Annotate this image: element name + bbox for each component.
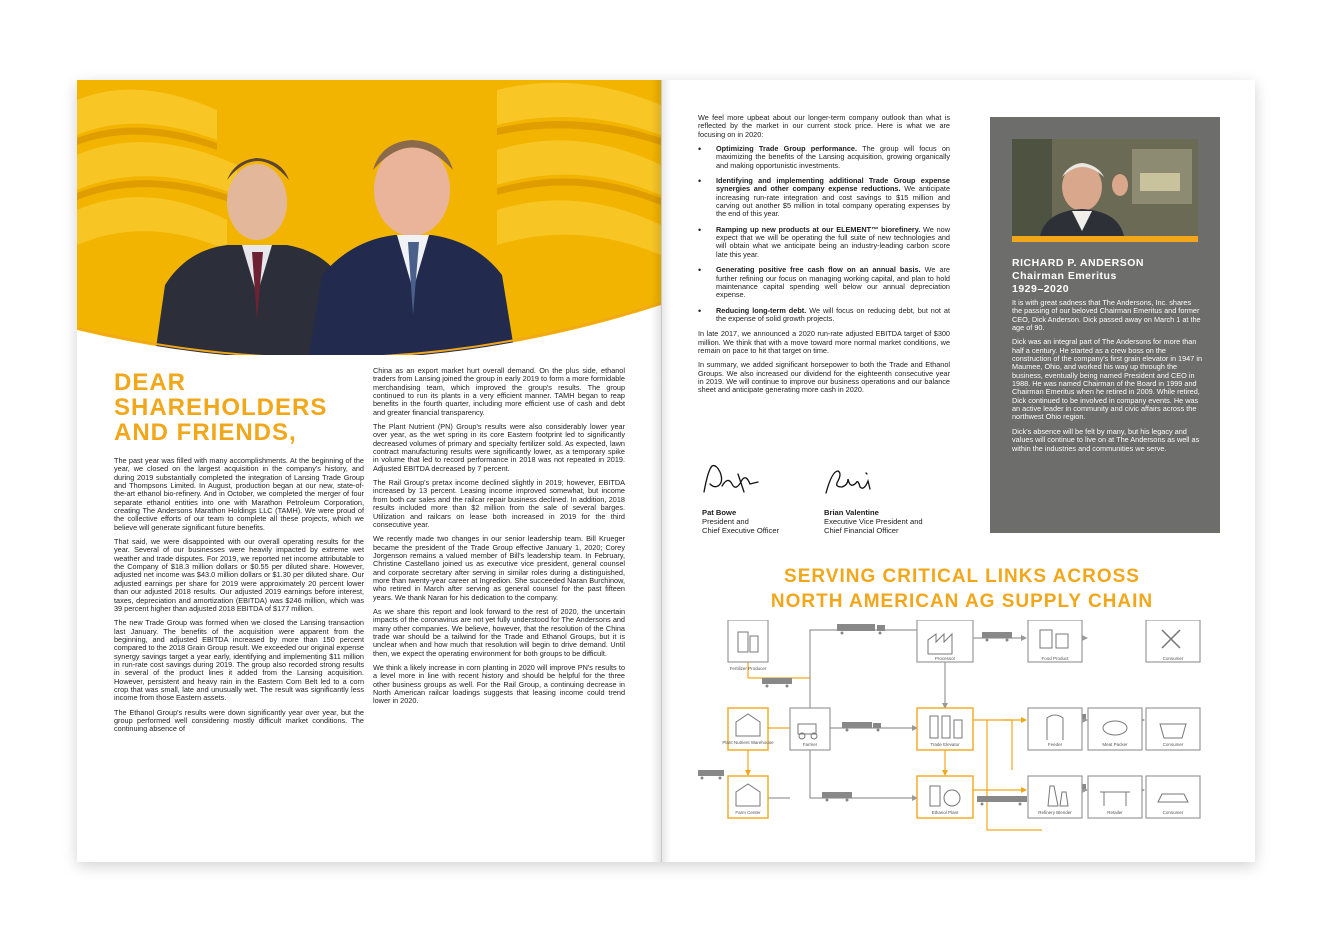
headline-line: AND FRIENDS, — [114, 419, 297, 446]
node-label: Feeder — [1047, 742, 1063, 747]
node-label: Farmer — [802, 742, 818, 747]
title-line: SERVING CRITICAL LINKS ACROSS — [784, 566, 1140, 587]
node-farm-center — [728, 776, 768, 818]
node-label: Retailer — [1107, 810, 1123, 815]
node-label: Fertilizer Producer — [729, 666, 767, 671]
paragraph: The Rail Group's pretax income declined slightly in 2019; however, EBITDA increased by 13 percent. Leasing income improved somewhat, but income from both car sales and the railcar repair business declined. In addition, 2018 results included more than $2 million from the sale of several barges. Utilization and railcars on lease both increased in 2019 for the third consecutive year. — [373, 478, 625, 529]
paragraph: Dick was an integral part of The Andersons for more than half a century. He started as a crew boss on the construction of the company's first grain elevator in 1947 in Maumee, Ohio, and worked his way up through the business, eventually being named President and CEO in 1988. He was named Chairman of the Board in 1999 and Chairman Emeritus when he retired in 2009. While retired, Dick continued to be involved in company events. He was an active leader in community and civic affairs across the northwest Ohio region. — [1012, 337, 1202, 422]
signer-2 — [824, 508, 923, 535]
paragraph: We recently made two changes in our senior leadership team. Bill Krueger became the president of the Trade Group effective January 1, 2020; Corey Jorgenson remains a valued member of Bill's leadership team. In February, Christine Castellano joined us as executive vice president, general counsel and corporate secretary after serving in similar roles during a distinguished, more than twenty-year career at Ingredion. She succeeded Naran Burchinow, who retired in March after serving as general counsel for the past fifteen years. We thank Naran for his dedication to the company. — [373, 534, 625, 602]
memorial-title — [1012, 257, 1144, 296]
node-label: Farm Center — [735, 810, 761, 815]
node-label: Consumer — [1162, 742, 1184, 747]
node-label: Processor — [934, 656, 956, 661]
signer-title: Chief Executive Officer — [702, 526, 780, 535]
node-refinery-blender — [1028, 776, 1082, 818]
node-label: Meat Packer — [1102, 742, 1128, 747]
node-label: Refinery Blender — [1038, 810, 1072, 815]
node-feeder — [1028, 708, 1082, 750]
focus-item: • Identifying and implementing additional Trade Group expense synergies and other company expense reductions. We anticipate increasing run-rate integration and cost savings to $15 million and carving out another $5 million in total company operating expenses by the end of this year. — [698, 177, 950, 219]
supply-chain-diagram — [692, 620, 1222, 845]
node-processor — [917, 620, 973, 662]
headline-line: SHAREHOLDERS — [114, 394, 328, 421]
node-consumer-1 — [1146, 620, 1200, 662]
node-retailer — [1088, 776, 1142, 818]
hero-photo — [77, 80, 661, 355]
node-label: Trade Elevator — [930, 742, 960, 747]
node-label: Plant Nutrient Warehouse — [722, 740, 774, 745]
letter-column-2 — [373, 367, 625, 712]
letter-column-3 — [698, 114, 950, 401]
node-label: Consumer — [1162, 810, 1184, 815]
paragraph: Dick's absence will be felt by many, but his legacy and values will continue to live on at The Andersons as well as within the industries and communities we serve. — [1012, 426, 1200, 453]
memorial-panel — [990, 117, 1220, 533]
focus-item: • Reducing long-term debt. We will focus on reducing debt, but not at the expense of solid growth projects. — [698, 307, 950, 324]
node-ethanol-plant — [917, 776, 973, 818]
annual-report-spread — [77, 80, 1255, 862]
node-food-product — [1028, 620, 1082, 662]
paragraph: The Ethanol Group's results were down significantly year over year, but the group performed well considering mostly difficult market conditions. The continuing absence of — [114, 707, 364, 734]
signer-title: President and — [702, 517, 749, 526]
node-plant-nutrient — [722, 708, 774, 750]
node-label: Ethanol Plant — [931, 810, 959, 815]
memorial-photo — [1012, 139, 1198, 242]
node-consumer-2 — [1146, 708, 1200, 750]
signer-name: Pat Bowe — [702, 508, 737, 517]
signer-title: Chief Financial Officer — [824, 526, 899, 535]
signer-name: Brian Valentine — [824, 508, 879, 517]
paragraph: In late 2017, we announced a 2020 run-rate adjusted EBITDA target of $300 million. We think that with a move toward more normal market conditions, we remain on pace to hit that target on time. — [698, 329, 950, 355]
page-headline — [114, 370, 364, 445]
node-consumer-3 — [1146, 776, 1200, 818]
signature-pat-bowe — [698, 462, 768, 502]
paragraph: We feel more upbeat about our longer-term company outlook than what is reflected by the market in our current stock price. Here is what we are focusing on in 2020: — [698, 113, 950, 139]
right-page — [661, 80, 1255, 862]
focus-item: • Optimizing Trade Group performance. The group will focus on maximizing the benefits of the Lansing acquisition, growing organically and making opportunistic investments. — [698, 145, 950, 170]
paragraph: The new Trade Group was formed when we closed the Lansing transaction last January. The benefits of the acquisition were apparent from the beginning, and adjusted EBITDA increased by more than 150 percent compared to the 2018 Grain Group result. We exceeded our original expense synergy savings target a year early, identifying and implementing $11 million in run-rate cost savings during 2019. The group also recorded strong results in several of the product lines it added from the Lansing acquisition. However, persistent and heavy rain in the Eastern Corn Belt led to a corn crop that was small, late and unusually wet. The result was significantly less income from those Eastern assets. — [114, 618, 364, 703]
node-label: Food Product — [1041, 656, 1069, 661]
focus-list — [698, 145, 950, 323]
node-label: Consumer — [1162, 656, 1184, 661]
paragraph: China as an export market hurt overall demand. On the plus side, ethanol traders from Lansing joined the group in early 2019 to form a more formidable merchandising team, which improved the group's results. The group continued to run its plants in a very efficient manner. TAMH began to reap benefits in the fourth quarter, including more efficient use of cash and debt and greater financial transparency. — [373, 366, 625, 417]
supply-chain-title — [702, 564, 1222, 614]
left-page — [77, 80, 661, 862]
memorial-name: RICHARD P. ANDERSON — [1012, 257, 1145, 269]
focus-item: • Ramping up new products at our ELEMENT™ biorefinery. We now expect that we will be operating the full suite of new technologies and will obtain what we anticipate being an industry-leading carbon score late this year. — [698, 226, 950, 259]
signer-1 — [702, 508, 779, 535]
paragraph: In summary, we added significant horsepower to both the Trade and Ethanol Groups. We also increased our dividend for the eighteenth consecutive year in 2019. We will continue to improve our business operations and our balance sheet and anticipate generating more cash in 2020. — [698, 360, 950, 395]
memorial-body — [1012, 299, 1202, 459]
title-line: NORTH AMERICAN AG SUPPLY CHAIN — [770, 591, 1154, 612]
paragraph: It is with great sadness that The Andersons, Inc. shares the passing of our beloved Chairman Emeritus and former CEO, Dick Anderson. Dick passed away on March 1 at the age of 90. — [1012, 298, 1201, 333]
paragraph: We think a likely increase in corn planting in 2020 will improve PN's results to a level more in line with recent history and should be helpful for the three other business groups as well. For the Rail Group, a continuing decrease in North American railcar loadings suggests that leasing income could trend lower in 2020. — [373, 663, 625, 706]
paragraph: The past year was filled with many accomplishments. At the beginning of the year, we closed on the largest acquisition in the company's history, and during 2019 substantially completed the integration of Lansing Trade Group and Thompsons Limited. In August, production began at our new, state-of-the-art ethanol bio-refinery. And in October, we completed the merger of four separate ethanol entities into one with Marathon Petroleum Corporation, creating The Andersons Marathon Holdings LLC (TAMH). We were proud of the collective efforts of our team to complete all these projects, which we believe will generate significant future benefits. — [114, 456, 364, 532]
focus-item: • Generating positive free cash flow on an annual basis. We are further refining our focus on managing working capital, and plan to hold maintenance capital spending well below our annual depreciation expense. — [698, 266, 950, 299]
node-farmer — [790, 708, 830, 750]
memorial-years: 1929–2020 — [1012, 283, 1070, 295]
memorial-role: Chairman Emeritus — [1012, 270, 1117, 282]
node-meat-packer — [1088, 708, 1142, 750]
node-trade-elevator — [917, 708, 973, 750]
headline-line: DEAR — [114, 369, 187, 396]
paragraph: That said, we were disappointed with our overall operating results for the year. Several of our businesses were heavily impacted by extreme wet weather and trade disputes. For 2019, we reported net income attributable to the Company of $18.3 million dollars or $0.55 per diluted share. However, adjusted net income was $43.0 million dollars or $1.30 per diluted share. Our adjusted earnings per share for 2019 were approximately 20 percent lower than our adjusted 2018 results. Our adjusted 2019 earnings before interest, taxes, depreciation and amortization (EBITDA) was $246 million, which was 39 percent higher than adjusted 2018 EBITDA of $177 million. — [114, 537, 364, 613]
paragraph: The Plant Nutrient (PN) Group's results were also considerably lower year over year, as the wet spring in its core Eastern footprint led to significantly decreased volumes of primary and specialty fertilizer sold. As expected, lawn contract manufacturing results were significantly lower, as a temporary spike in volume that led to record performance in 2018 was not repeated in 2019. Adjusted EBITDA decreased by 7 percent. — [373, 422, 625, 473]
paragraph: As we share this report and look forward to the rest of 2020, the uncertain impacts of the coronavirus are not yet fully understood for The Andersons and many other companies. We believe, however, that the resolution of the China trade war should be a tailwind for the Trade and Ethanol Groups, but it is unclear when and how much that resolution will begin to drive demand. Until then, we expect the operating environment for both groups to be difficult. — [373, 606, 625, 658]
letter-column-1 — [114, 457, 364, 740]
signer-title: Executive Vice President and — [824, 517, 923, 526]
signature-brian-valentine — [820, 465, 880, 503]
